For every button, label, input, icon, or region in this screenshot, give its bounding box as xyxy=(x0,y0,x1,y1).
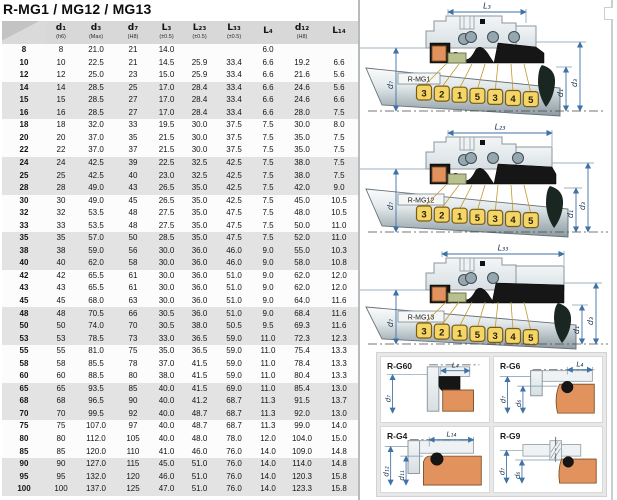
dim-d3: d₃ xyxy=(570,78,579,88)
card-r-g9 xyxy=(493,426,603,493)
callout-number: 3 xyxy=(492,330,498,342)
diagram-label: R-MG12 xyxy=(407,197,435,205)
table-row: 10 10 22.5 21 14.5 25.9 33.4 6.6 19.2 6.6 xyxy=(2,57,358,70)
diagram-r-mg1 xyxy=(360,1,612,122)
table-row: 18 18 32.0 33 19.5 30.0 37.5 7.5 30.0 8.0 xyxy=(2,119,358,132)
dim-d1: d₁ xyxy=(556,88,565,98)
table-row: 25 25 42.5 40 23.0 32.5 42.5 7.5 38.0 7.5 xyxy=(2,169,358,182)
table-row: 50 50 74.0 70 30.5 38.0 50.5 9.5 69.3 11.6 xyxy=(2,320,358,333)
card-label: R-G9 xyxy=(500,431,521,441)
table-row: 43 43 65.5 61 30.0 36.0 51.0 9.0 62.0 12.0 xyxy=(2,282,358,295)
set-screw-dot xyxy=(480,140,485,145)
dim-d7: d₇ xyxy=(386,201,395,211)
table-row: 58 58 85.5 78 37.0 41.5 59.0 11.0 78.4 13.3 xyxy=(2,358,358,371)
card-r-g4 xyxy=(380,426,490,493)
table-header-row xyxy=(2,21,358,44)
card-r-g6 xyxy=(493,356,603,423)
seal-face-insert xyxy=(448,53,466,63)
spring xyxy=(488,273,499,284)
callout-number: 4 xyxy=(510,94,516,105)
clamp-ring xyxy=(432,287,446,301)
callout-number: 4 xyxy=(510,215,516,226)
table-row: 20 20 37.0 35 21.5 30.0 37.5 7.5 35.0 7.5 xyxy=(2,132,358,145)
dim-d7: d₇ xyxy=(386,318,395,328)
table-row: 40 40 62.0 58 30.0 36.0 46.0 9.0 58.0 10.8 xyxy=(2,257,358,270)
table-row: 24 24 42.5 39 22.5 32.5 42.5 7.5 38.0 7.5 xyxy=(2,157,358,170)
table-row: 75 75 107.0 97 40.0 48.7 68.7 11.3 99.0 14.0 xyxy=(2,420,358,433)
spring xyxy=(509,32,520,43)
callout-number: 3 xyxy=(421,209,427,221)
table-row: 22 22 37.0 37 21.5 30.0 37.5 7.5 35.0 7.5 xyxy=(2,144,358,157)
callout-number: 3 xyxy=(421,326,427,338)
callout-number: 5 xyxy=(474,329,481,341)
clamp-ring xyxy=(432,46,446,61)
table-row: 42 42 65.5 61 30.0 36.0 51.0 9.0 62.0 12.0 xyxy=(2,270,358,283)
dim-L3: L₃ xyxy=(483,1,491,11)
table-row: 68 68 96.5 90 40.0 41.2 68.7 11.3 91.5 13.7 xyxy=(2,395,358,408)
table-row: 80 80 112.0 105 40.0 48.0 78.0 12.0 104.0 15.0 xyxy=(2,433,358,446)
dim-L33: L₃₃ xyxy=(497,243,509,253)
dimension-table xyxy=(2,21,358,496)
spring xyxy=(466,32,477,43)
spring xyxy=(488,153,499,164)
page-title: R-MG1 / MG12 / MG13 xyxy=(3,1,152,17)
dim-d6: d₆ xyxy=(513,471,523,480)
card-label: R-G6 xyxy=(500,361,521,371)
dim-d7: d₇ xyxy=(386,80,395,90)
seal-face-insert xyxy=(448,293,466,302)
dim-d7: d₇ xyxy=(383,394,393,403)
dim-d3: d₃ xyxy=(586,316,595,326)
card-label: R-G4 xyxy=(387,431,408,441)
table-row: 35 35 57.0 50 28.5 35.0 47.5 7.5 52.0 11.0 xyxy=(2,232,358,245)
callout-number: 3 xyxy=(421,88,427,100)
table-row: 60 60 88.5 80 38.0 41.5 59.0 11.0 80.4 13.3 xyxy=(2,370,358,383)
column-header: L₄ xyxy=(252,21,284,44)
dim-L14: L₁₄ xyxy=(446,429,457,439)
card-label: R-G60 xyxy=(387,361,413,371)
dim-d1: d₁ xyxy=(572,325,581,335)
column-header: d₁ (h6) xyxy=(46,21,76,44)
callout-number: 1 xyxy=(456,90,463,102)
table-row: 14 14 28.5 25 17.0 28.4 33.4 6.6 24.6 5.6 xyxy=(2,82,358,95)
diagram-r-mg13 xyxy=(360,243,612,352)
column-header: L₃ (±0.5) xyxy=(150,21,183,44)
callout-number: 3 xyxy=(492,213,498,225)
callout-number: 5 xyxy=(474,91,481,103)
callout-number: 5 xyxy=(528,333,534,345)
table-row: 70 70 99.5 92 40.0 48.7 68.7 11.3 92.0 13.0 xyxy=(2,408,358,421)
callout-number: 1 xyxy=(456,328,463,340)
spring xyxy=(488,32,499,43)
table-row: 55 55 81.0 75 35.0 36.5 59.0 11.0 75.4 13.3 xyxy=(2,345,358,358)
table-row: 30 30 49.0 45 26.5 35.0 42.5 7.5 45.0 10.5 xyxy=(2,195,358,208)
diagram-label: R-MG1 xyxy=(407,76,431,84)
table-row: 15 15 28.5 27 17.0 28.4 33.4 6.6 24.6 6.6 xyxy=(2,94,358,107)
dim-d7: d₇ xyxy=(497,467,507,476)
table-row: 85 85 120.0 110 41.0 46.0 76.0 14.0 109.0 14.8 xyxy=(2,446,358,459)
dim-d7: d₇ xyxy=(498,395,508,404)
dim-L4: L₄ xyxy=(451,360,459,370)
set-screw-dot xyxy=(480,261,485,266)
seat-variants-panel xyxy=(376,352,607,497)
dim-L23: L₂₃ xyxy=(494,122,506,132)
callout-number: 5 xyxy=(528,216,534,228)
table-row: 90 90 127.0 115 45.0 51.0 76.0 14.0 114.0 14.8 xyxy=(2,458,358,471)
table-row: 45 45 68.0 63 30.0 36.0 51.0 9.0 64.0 11.6 xyxy=(2,295,358,308)
spring xyxy=(513,153,524,164)
column-header: d₃ (Max) xyxy=(76,21,116,44)
card-r-g60 xyxy=(380,356,490,423)
column-header: d₁₂ (H8) xyxy=(284,21,320,44)
dim-d11: d₁₁ xyxy=(397,470,407,481)
dim-L4: L₄ xyxy=(576,359,584,369)
elastomer-right xyxy=(492,283,564,303)
corner-cell xyxy=(2,21,46,44)
dim-d12: d₁₂ xyxy=(381,466,391,477)
table-row: 33 33 53.5 48 27.5 35.0 47.5 7.5 50.0 11.0 xyxy=(2,220,358,233)
table-row: 8 8 21.0 21 14.0 6.0 xyxy=(2,44,358,57)
callout-number: 2 xyxy=(439,89,445,101)
table-row: 100 100 137.0 125 47.0 51.0 76.0 14.0 123.3 15.8 xyxy=(2,483,358,496)
set-screw-dot xyxy=(480,19,485,24)
dim-d3: d₃ xyxy=(578,201,587,211)
callout-number: 5 xyxy=(528,95,534,107)
column-header: L₂₃ (±0.5) xyxy=(183,21,216,44)
elastomer-right xyxy=(494,164,556,184)
spring xyxy=(466,273,477,284)
spring xyxy=(466,153,477,164)
callout-number: 3 xyxy=(492,92,498,104)
seal-face-insert xyxy=(448,174,466,184)
table-row: 48 48 70.5 66 30.5 36.0 51.0 9.0 68.4 11.6 xyxy=(2,307,358,320)
callout-number: 2 xyxy=(439,210,445,222)
clamp-ring xyxy=(432,167,446,182)
table-body xyxy=(2,44,358,496)
table-row: 16 16 28.5 27 17.0 28.4 33.4 6.6 28.0 7.5 xyxy=(2,107,358,120)
column-header: L₃₃ (±0.5) xyxy=(216,21,252,44)
table-row: 12 12 25.0 23 15.0 25.9 33.4 6.6 21.6 5.6 xyxy=(2,69,358,82)
column-header: d₇ (H8) xyxy=(116,21,150,44)
table-row: 53 53 78.5 73 33.0 36.5 59.0 11.0 72.3 12.3 xyxy=(2,333,358,346)
diagram-r-mg12 xyxy=(360,122,612,243)
callout-number: 4 xyxy=(510,332,516,343)
table-row: 28 28 49.0 43 26.5 35.0 42.5 7.5 42.0 9.0 xyxy=(2,182,358,195)
table-row: 65 65 93.5 85 40.0 41.5 69.0 11.0 85.4 13.0 xyxy=(2,383,358,396)
callout-number: 5 xyxy=(474,212,481,224)
dim-d1: d₁ xyxy=(566,209,575,219)
dim-d6: d₆ xyxy=(514,399,523,408)
table-row: 38 38 59.0 56 30.0 36.0 46.0 9.0 55.0 10.3 xyxy=(2,245,358,258)
diagram-label: R-MG13 xyxy=(407,314,435,322)
callout-number: 2 xyxy=(439,327,445,339)
column-header: L₁₄ xyxy=(320,21,358,44)
callout-number: 1 xyxy=(456,211,463,223)
table-row: 32 32 53.5 48 27.5 35.0 47.5 7.5 48.0 10.5 xyxy=(2,207,358,220)
table-row: 95 95 132.0 120 46.0 51.0 76.0 14.0 120.3 15.8 xyxy=(2,471,358,484)
